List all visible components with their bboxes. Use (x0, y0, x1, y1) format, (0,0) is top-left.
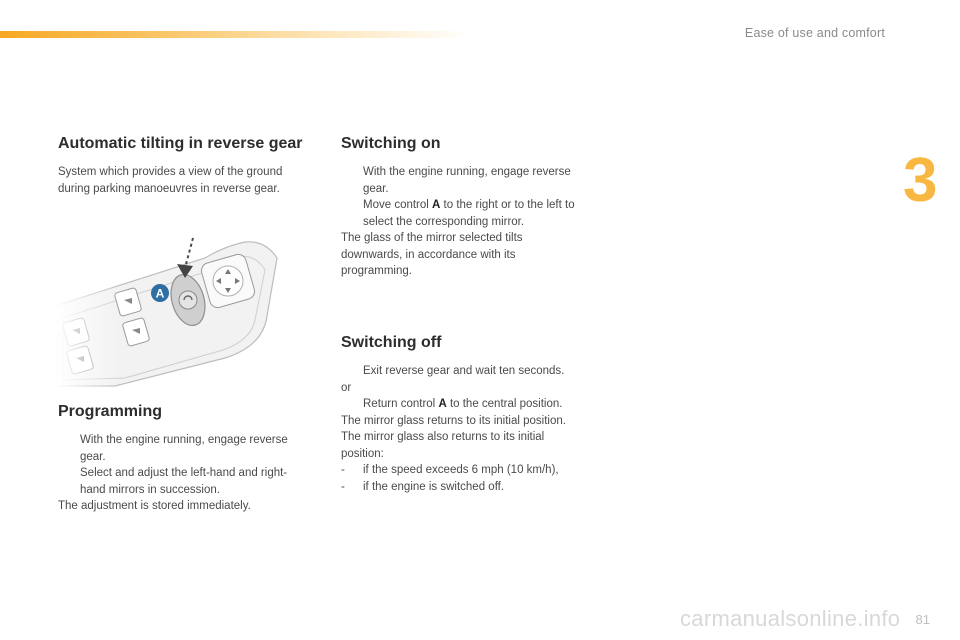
switching-off-title: Switching off (341, 334, 442, 351)
switching-on-title: Switching on (341, 135, 441, 152)
automatic-tilting-section (58, 134, 328, 197)
list-item: With the engine running, engage reverse gear. (363, 166, 571, 195)
chapter-number: 3 (903, 146, 938, 215)
watermark: carmanualsonline.info (680, 606, 901, 631)
intro-line-1: System which provides a view of the ground (58, 166, 283, 178)
list-item: - if the engine is switched off. (341, 480, 505, 493)
mirror-control-illustration (55, 228, 315, 388)
control-a-ref: A (432, 199, 441, 211)
list-item: Return control A to the central position. (363, 398, 563, 410)
programming-section (58, 402, 328, 515)
programming-note: The adjustment is stored immediately. (58, 500, 251, 512)
list-item: With the engine running, engage reverse gear. (80, 434, 288, 463)
header-accent-bar (0, 31, 470, 38)
section-title: Ease of use and comfort (744, 26, 885, 40)
list-item: Exit reverse gear and wait ten seconds. (363, 365, 565, 377)
switching-on-section: Switching on With the engine running, engage reverse gear. Move control A to the right or to the left to select the corresponding mirror. The glass of the mirror selected tilts downwards, in accordance with its programming. (341, 134, 601, 280)
switching-off-section: Switching off Exit reverse gear and wait ten seconds. or Return control A to the central position. The mirror glass returns to its initial position. The mirror glass also returns to its initial position: - if the speed exceeds 6 mph (10 km/h), - if the engine is switched off. (341, 333, 611, 495)
control-a-ref: A (438, 398, 447, 410)
programming-title: Programming (58, 403, 163, 420)
page-number: 81 (915, 612, 930, 627)
list-item: Move control A to the right or to the left to select the corresponding mirror. (363, 199, 575, 228)
intro-line-2: during parking manoeuvres in reverse gear. (58, 182, 280, 195)
automatic-tilting-title: Automatic tilting in reverse gear (58, 135, 303, 152)
list-item: Select and adjust the left-hand and right- hand mirrors in succession. (80, 467, 288, 496)
list-item: - if the speed exceeds 6 mph (10 km/h), (341, 464, 559, 476)
